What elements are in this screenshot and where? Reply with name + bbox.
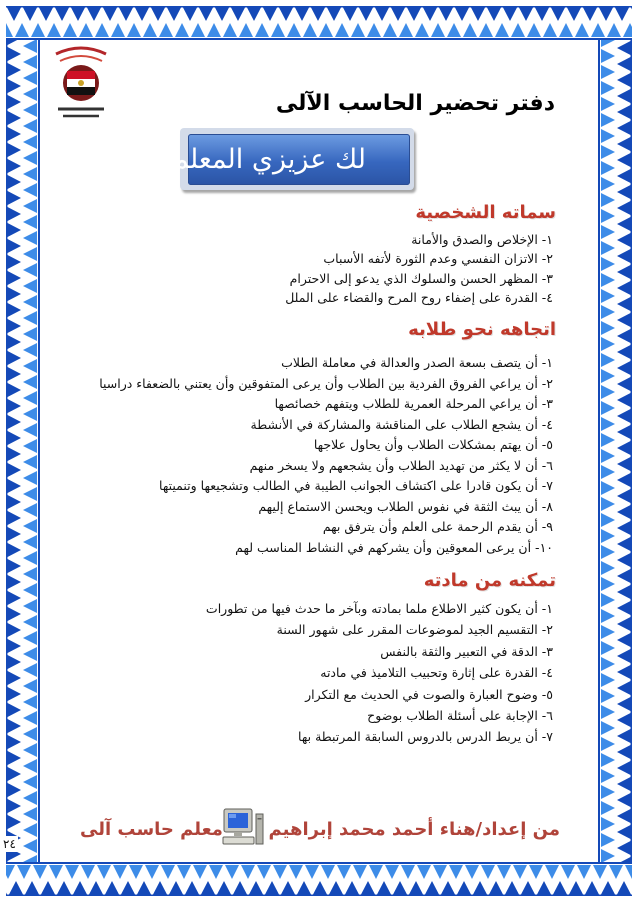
list-item: ٢- أن يراعي الفروق الفردية بين الطلاب وأن يرعى المتفوقين وأن يعتني بالضعفاء دراسيا — [99, 375, 553, 391]
list-item: ٣- المظهر الحسن والسلوك الذي يدعو إلى الاحترام — [289, 270, 553, 286]
document-title: دفتر تحضير الحاسب الآلى — [275, 91, 555, 116]
attitude-to-students-list — [99, 353, 553, 558]
section-heading-personal-traits: سماته الشخصية — [415, 202, 556, 223]
list-item: ٥- أن يهتم بمشكلات الطلاب وأن يحاول علاجها — [313, 437, 553, 452]
list-item: ٤- القدرة على إضفاء روح المرح والقضاء على الملل — [285, 290, 553, 306]
school-logo — [50, 40, 112, 122]
list-item: ٣- أن يراعي المرحلة العمرية للطلاب ويتفهم خصائصها — [274, 396, 553, 411]
list-item: ٧- أن يكون قادرا على اكتشاف الجوانب الطيبة في الطالب وتشجيعها وتنميتها — [159, 478, 553, 493]
banner-box — [172, 128, 414, 190]
section-heading-subject-mastery: تمكنه من مادته — [423, 570, 556, 591]
list-item: ٧- أن يربط الدرس بالدروس السابقة المرتبطة بها — [298, 729, 553, 745]
list-item: ١- الإخلاص والصدق والأمانة — [411, 232, 553, 247]
list-item: ٦- أن لا يكثر من تهديد الطلاب وأن يشجعهم ولا يسخر منهم — [249, 457, 553, 473]
subject-mastery-list — [206, 598, 553, 748]
footer-author: من إعداد/هناء أحمد محمد إبراهيم — [268, 819, 560, 840]
list-item: ٤- القدرة على إثارة وتحبيب التلاميذ في مادته — [320, 665, 553, 681]
list-item: ٦- الإجابة على أسئلة الطلاب بوضوح — [367, 708, 553, 724]
section-heading-attitude-to-students: اتجاهه نحو طلابه — [408, 319, 556, 340]
list-item: ٢- الاتزان النفسي وعدم الثورة لأتفه الأسباب — [323, 251, 553, 267]
list-item: ٣- الدقة في التعبير والثقة بالنفس — [380, 643, 553, 659]
list-item: ٨- أن يبث الثقة في نفوس الطلاب ويحسن الاستماع إليهم — [258, 498, 553, 514]
banner-inner — [172, 134, 410, 185]
list-item: ٢- التقسيم الجيد لموضوعات المقرر على شهور السنة — [276, 622, 553, 638]
computer-icon — [221, 806, 265, 848]
list-item: ١- أن يكون كثير الاطلاع ملما بمادته وبآخر ما حدث فيها من تطورات — [205, 601, 553, 616]
list-item: ١- أن يتصف بسعة الصدر والعدالة في معاملة الطلاب — [281, 355, 553, 370]
list-item: ٩- أن يقدم الرحمة على العلم وأن يترفق بهم — [322, 519, 553, 534]
page-number: ٢٤ — [3, 837, 16, 851]
list-item: ٤- أن يشجع الطلاب على المناقشة والمشاركة في الأنشطة — [250, 416, 553, 432]
footer-role: معلم حاسب آلى — [80, 819, 223, 840]
list-item: ١٠- أن يرعى المعوقين وأن يشركهم في النشاط المناسب لهم — [235, 539, 553, 555]
list-item: ٥- وضوح العبارة والصوت في الحديث مع التكرار — [305, 686, 553, 702]
personal-traits-list — [285, 230, 553, 308]
banner-text: لك عزيزي المعلم — [172, 144, 366, 175]
